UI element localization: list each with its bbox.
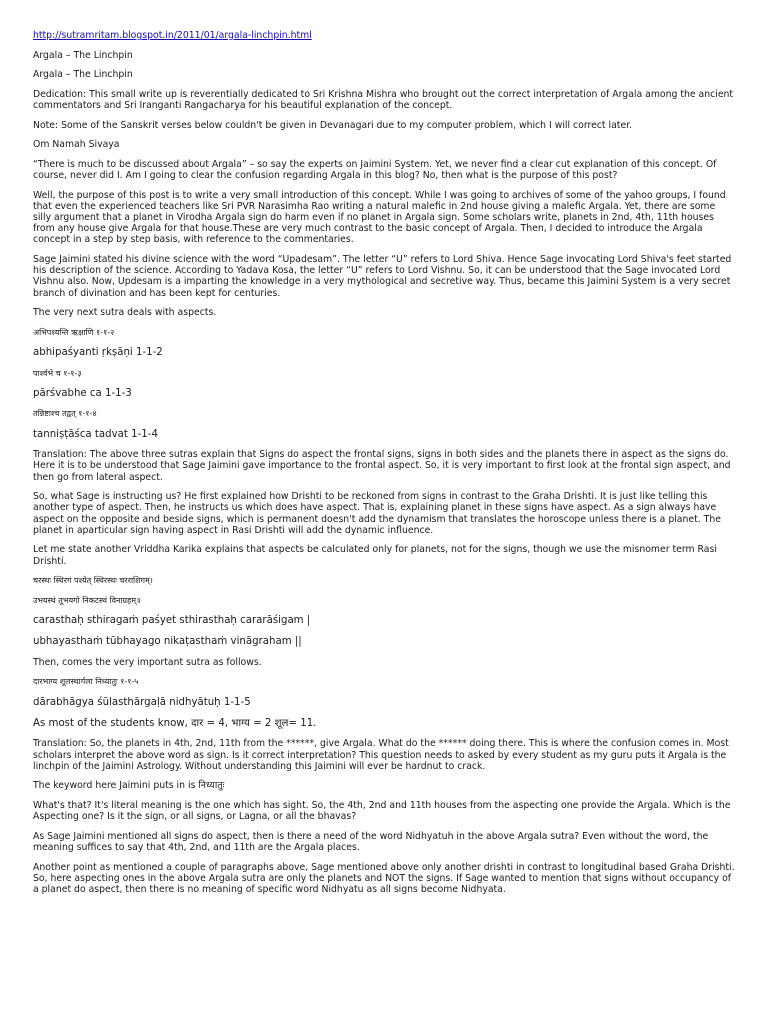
sutra-2-transliteration: pārśvabhe ca 1-1-3 <box>33 387 132 399</box>
next-sutra-line: The very next sutra deals with aspects. <box>33 307 217 319</box>
post-title-2: Argala – The Linchpin <box>33 69 133 81</box>
karika-2-devanagari: उभयस्थं तूभयगो निकटस्थं विनाग्रहम्॥ <box>33 595 141 605</box>
vriddha-karika-paragraph: Let me state another Vriddha Karika explains that aspects be calculated only for planets, not for the signs, though we use the misnomer term Rasi Drishti. <box>33 544 717 567</box>
translation-2-paragraph: Translation: So, the planets in 4th, 2nd, 11th from the ******, give Argala. What do the ****** doing there. This is where the confusion comes in. Most scholars interpret the above word as sign. Is it correct interpretation? This question needs to asked by every student as my guru puts it Argala is the linchpin of the Jaimini Astrology. Without understanding this Jaimini will ever be hardnut to crack. <box>33 738 729 772</box>
sutra-4-transliteration: dārabhāgya śūlasthārgaḷā nidhyātuḥ 1-1-5 <box>33 696 251 708</box>
dedication-paragraph: Dedication: This small write up is reverentially dedicated to Sri Krishna Mishra who brought out the correct interpretation of Argala among the ancient commentators and Sri Iranganti Rangacharya for his beautiful explanation of the concept. <box>33 88 734 111</box>
students-know-line: As most of the students know, दार = 4, भाग्य = 2 शूल= 11. <box>33 718 317 730</box>
invocation-line: Om Namah Sivaya <box>33 139 120 151</box>
sutra-4-devanagari: दारभाग्य शूलस्थार्गला निध्यातुः १-१-५ <box>33 677 139 687</box>
note-paragraph: Note: Some of the Sanskrit verses below couldn't be given in Devanagari due to my computer problem, which I will correct later. <box>33 119 633 131</box>
sutra-1-devanagari: अभिपश्यन्ति ऋक्षाणि १-१-२ <box>33 327 115 337</box>
karika-2-transliteration: ubhayasthaṁ tūbhayago nikaṭasthaṁ vināgraham || <box>33 636 302 648</box>
another-point-paragraph: Another point as mentioned a couple of paragraphs above, Sage mentioned above only another drishti in contrast to longitudinal based Graha Drishti. So, here aspecting ones in the above Argala sutra are only the planets and NOT the signs. If Sage wanted to mention that signs without occupancy of a planet do aspect, then there is no meaning of specific word Nidhyatu as all signs become Nidhyata. <box>33 861 735 896</box>
karika-1-devanagari: चरस्थः स्थिरगं पश्येत् स्थिरस्थः चरराशिगम्। <box>33 576 153 586</box>
drishti-paragraph: So, what Sage is instructing us? He first explained how Drishti to be reckoned from signs in contrast to the Graha Drishti. It is just like telling this another type of aspect. Then, he instructs us which does have aspect. That is, explaining planet in these signs have aspect. As a sign always have aspect on the opposite and beside signs, which is permanent doesn't add the dynamism that translates the horoscope unless there is a planet. The planet in aparticular sign having aspect in Rasi Drishti will add the dynamic influence. <box>33 491 721 536</box>
intro-paragraph: “There is much to be discussed about Argala” – so say the experts on Jaimini System. Yet, we never find a clear cut explanation of this concept. Of course, never did I. Am I going to clear the confusion regarding Argala in this blog? No, then what is the purpose of this post? <box>33 158 717 181</box>
sutra-1-transliteration: abhipaśyanti ṛkṣāṇi 1-1-2 <box>33 347 163 359</box>
nidhyatuh-paragraph: As Sage Jaimini mentioned all signs do aspect, then is there a need of the word Nidhyatuh in the above Argala sutra? Even without the word, the meaning suffices to say that 4th, 2nd, and 11th are the Argala places. <box>33 830 709 854</box>
whats-that-paragraph: What's that? It's literal meaning is the one which has sight. So, the 4th, 2nd and 11th houses from the aspecting one provide the Argala. Which is the Aspecting one? Is it the sign, or all signs, or Lagna, or all the bhavas? <box>33 800 731 823</box>
sutra-3-transliteration: tanniṣṭāśca tadvat 1-1-4 <box>33 428 158 440</box>
source-link[interactable]: http://sutramritam.blogspot.in/2011/01/argala-linchpin.html <box>33 30 312 41</box>
then-line: Then, comes the very important sutra as follows. <box>33 656 262 668</box>
purpose-paragraph: Well, the purpose of this post is to write a very small introduction of this concept. While I was going to archives of some of the yahoo groups, I found that even the experienced teachers like Sri PVR Narasimha Rao writing a natural malefic in 2nd house giving a malefic Argala. Yet, there are some silly argument that a planet in Virodha Argala sign do harm even if no planet in Argala sign. Some scholars write, planets in 2nd, 4th, 11th houses from any house give Argala for that house.These are very much contrast to the basic concept of Argala. Then, I decided to introduce the Argala concept in a step by step basis, with reference to the commentaries. <box>33 189 726 246</box>
upadesam-paragraph: Sage Jaimini stated his divine science with the word “Upadesam”. The letter “U” refers to Lord Shiva. Hence Sage invocating Lord Shiva's feet started his description of the science. According to Yadava Kosa, the letter “U” refers to Lord Vishnu. So, it can be understood that the Sage invocated Lord Vishnu also. Now, Updesam is a imparting the knowledge in a very mythological and secretive way. Thus, became this Jaimini System is a very secret branch of divination and has been kept for centuries. <box>33 253 732 299</box>
translation-1-paragraph: Translation: The above three sutras explain that Signs do aspect the frontal signs, signs in both sides and the planets there in aspect as the signs do. Here it is to be understood that Sage Jaimini gave importance to the frontal aspect. So, it is very important to first look at the frontal sign aspect, and then go from lateral aspect. <box>33 449 731 483</box>
keyword-line: The keyword here Jaimini puts in is निध्यातुः <box>33 780 225 792</box>
source-link-line <box>33 30 736 41</box>
sutra-3-devanagari: तन्निष्टाश्च तद्वत् १-१-४ <box>33 409 97 419</box>
karika-1-transliteration: carasthaḥ sthiragaṁ paśyet sthirasthaḥ cararāśigam | <box>33 614 311 626</box>
sutra-2-devanagari: पार्श्वभे च १-१-३ <box>33 368 82 378</box>
post-title-1: Argala – The Linchpin <box>33 49 133 61</box>
